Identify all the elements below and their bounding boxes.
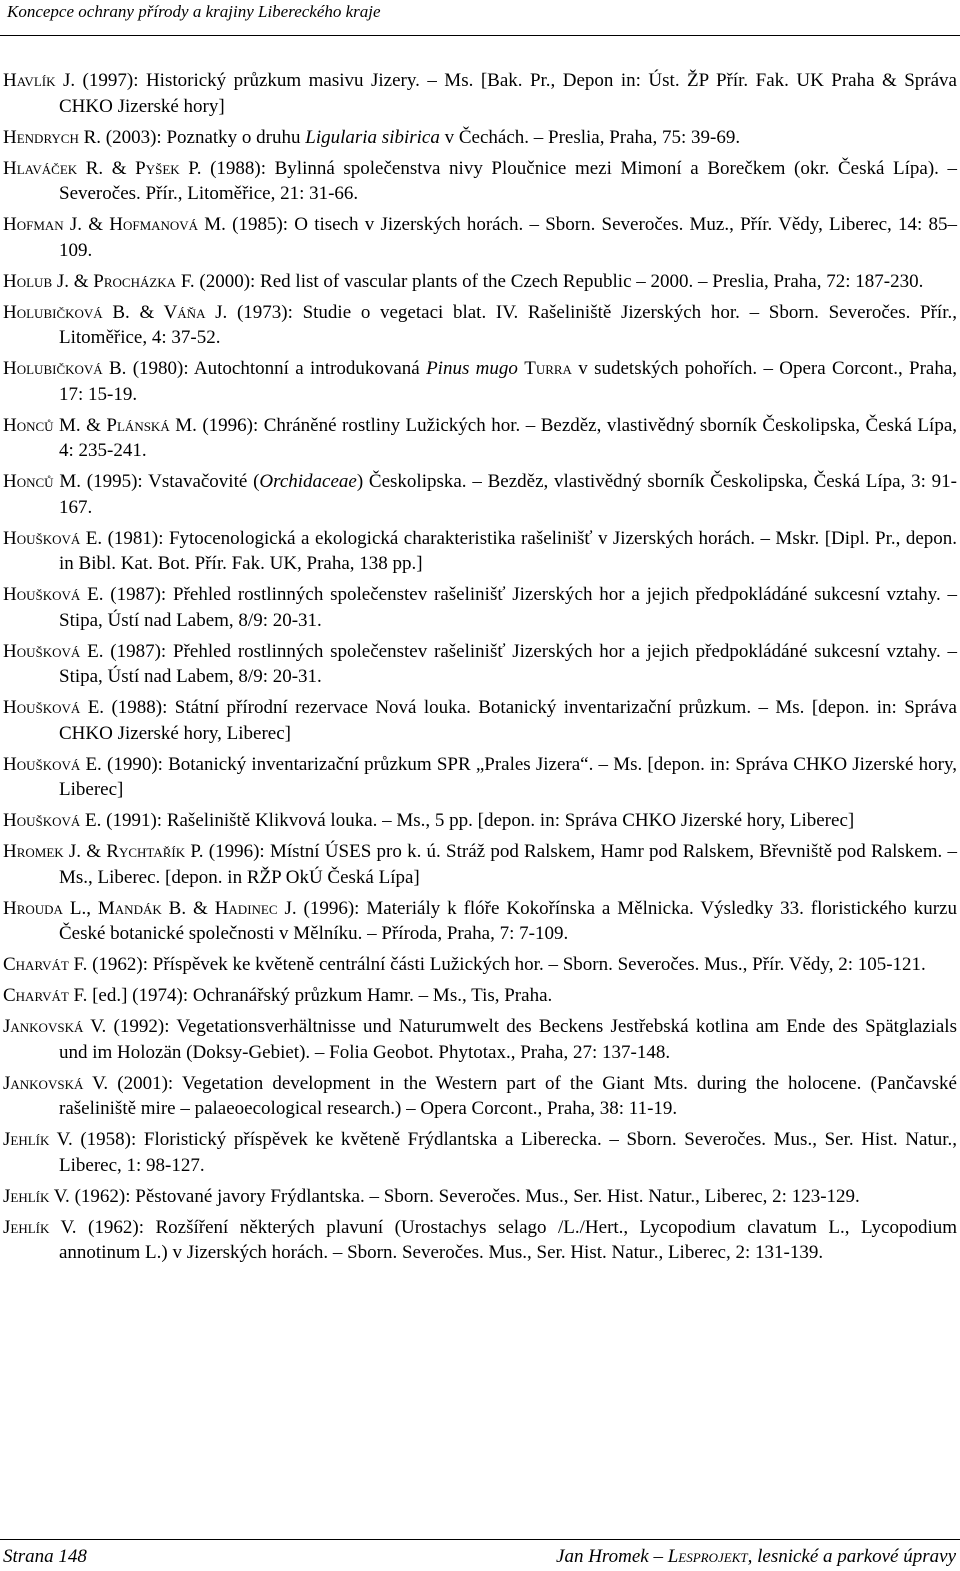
reference-entry [3,300,957,351]
reference-list [3,68,957,1271]
reference-authors: Charvát F. [3,985,88,1006]
reference-entry [3,952,957,978]
reference-authors: Holubičková B. & Váňa J. [3,301,228,323]
reference-text: (1958): Floristický příspěvek ke květeně Frýdlantska a Liberecka. – Sborn. Severočes. Mus., Ser. Hist. Natur., Liberec, 1: 98-127. [59,1129,958,1176]
reference-authors: Jehlík V. [3,1185,70,1207]
reference-entry [3,1014,957,1065]
reference-authors: Houšková E. [3,640,104,662]
reference-entry [3,1127,957,1178]
reference-entry [3,68,957,119]
reference-authors: Jehlík V. [3,1216,77,1238]
reference-text: (1962): Rozšíření některých plavuní (Urostachys selago /L./Hert., Lycopodium clavatum L., Lycopodium annotinum L.) v Jizerských horách. – Sborn. Severočes. Mus., Ser. Hist. Natur., Liberec, 2: 131-139. [59,1216,957,1263]
reference-authors: Jankovská V. [3,1016,107,1037]
footer-company: Lesprojekt [667,1546,748,1567]
reference-text: (1980): Autochtonní a introdukovaná [126,358,427,379]
species-name: Ligularia sibirica [305,126,440,148]
reference-text: (1997): Historický průzkum masivu Jizery. – Ms. [Bak. Pr., Depon in: Úst. ŽP Přír. Fak. UK Praha & Správa CHKO Jizerské hory] [59,70,957,117]
header-divider [0,35,960,36]
reference-text: (1962): Pěstované javory Frýdlantska. – Sborn. Severočes. Mus., Ser. Hist. Natur., Liberec, 2: 123-129. [69,1185,860,1207]
reference-entry [3,413,957,464]
reference-text: (1987): Přehled rostlinných společenstev rašelinišť Jizerských hor a jejich předpokládáné sukcesní vztahy. – Stipa, Ústí nad Labem, 8/9: 20-31. [59,640,957,687]
reference-authors: Hrouda L., Mandák B. & Hadinec J. [3,897,297,919]
page-number: Strana 148 [3,1546,87,1567]
footer-divider [0,1539,960,1540]
reference-entry [3,1215,957,1266]
reference-authors: Hromek J. & Rychtařík P. [3,841,204,862]
reference-text: (1996): Místní ÚSES pro k. ú. Stráž pod Ralskem, Hamr pod Ralskem, Břevniště pod Ralskem. – Ms., Liberec. [depon. in RŽP OkÚ Česká Lípa] [59,841,957,888]
reference-text: (1985): O tisech v Jizerských horách. – Sborn. Severočes. Muz., Přír. Vědy, Liberec, 14: 85–109. [59,214,957,261]
reference-text: (1988): Státní přírodní rezervace Nová louka. Botanický inventarizační průzkum. – Ms. [depon. in: Správa CHKO Jizerské hory, Liberec] [59,697,957,744]
reference-entry [3,896,957,947]
reference-authors: Houšková E. [3,584,104,605]
reference-entry [3,582,957,633]
reference-entry [3,695,957,746]
reference-entry [3,269,957,295]
species-name: Pinus mugo [426,358,518,379]
reference-entry [3,983,957,1009]
species-author: Turra [524,358,572,379]
reference-text: (2001): Vegetation development in the Western part of the Giant Mts. during the holocene. (Pančavské rašeliniště mire – palaeoecological research.) – Opera Corcont., Praha, 38: 11-19. [59,1072,957,1119]
reference-authors: Hlaváček R. & Pyšek P. [3,157,202,179]
footer-credit [556,1546,956,1568]
reference-entry [3,839,957,890]
reference-text: ) Českolipska. – Bezděz, vlastivědný sborník Českolipska, Česká Lípa, 3: 91-167. [59,471,957,518]
reference-entry [3,156,957,207]
reference-authors: Houšková E. [3,753,102,775]
reference-authors: Charvát F. [3,954,88,975]
reference-authors: Houšková E. [3,810,102,831]
reference-text: [ed.] (1974): Ochranářský průzkum Hamr. – Ms., Tis, Praha. [87,985,553,1006]
reference-entry [3,808,957,834]
species-name: Orchidaceae [259,471,357,492]
reference-text: (1988): Bylinná společenstva nivy Ploučnice mezi Mimoní a Borečkem (okr. Česká Lípa). – Severočes. Přír., Litoměřice, 21: 31-66. [59,157,958,204]
reference-text: (1990): Botanický inventarizační průzkum SPR „Prales Jizera“. – Ms. [depon. in: Správa CHKO Jizerské hory, Liberec] [59,753,957,800]
reference-text: (1981): Fytocenologická a ekologická charakteristika rašelinišť v Jizerských horách. – Mskr. [Dipl. Pr., depon. in Bibl. Kat. Bot. Přír. Fak. UK, Praha, 138 pp.] [59,527,958,574]
reference-entry [3,1071,957,1122]
reference-text: (1996): Materiály k flóře Kokořínska a Mělnicka. Výsledky 33. floristického kurzu České botanické společnosti v Mělníku. – Příroda, Praha, 7: 7-109. [59,897,957,944]
reference-authors: Jankovská V. [3,1072,109,1094]
reference-authors: Holub J. & Procházka F. [3,270,195,292]
footer-author: Jan Hromek – [556,1546,668,1567]
footer-company-suffix: , lesnické a parkové úpravy [747,1546,956,1567]
reference-text: (1996): Chráněné rostliny Lužických hor. – Bezděz, vlastivědný sborník Českolipska, Česká Lípa, 4: 235-241. [59,414,957,461]
reference-authors: Holubičková B. [3,358,127,379]
reference-authors: Hendrych R. [3,126,102,148]
reference-text: (2000): Red list of vascular plants of the Czech Republic – 2000. – Preslia, Praha, 72: 187-230. [194,270,924,292]
reference-authors: Honců M. [3,471,81,492]
reference-text: (1962): Příspěvek ke květeně centrální části Lužických hor. – Sborn. Severočes. Mus., Přír. Vědy, 2: 105-121. [87,954,926,975]
reference-entry [3,469,957,520]
reference-authors: Hofman J. & Hofmanová M. [3,214,226,235]
reference-entry [3,1184,957,1210]
reference-authors: Honců M. & Plánská M. [3,414,197,436]
reference-entry [3,526,957,577]
reference-text: (1991): Rašeliniště Klikvová louka. – Ms., 5 pp. [depon. in: Správa CHKO Jizerské hory, Liberec] [101,810,855,831]
reference-authors: Houšková E. [3,527,103,549]
reference-text: (1987): Přehled rostlinných společenstev rašelinišť Jizerských hor a jejich předpokládáné sukcesní vztahy. – Stipa, Ústí nad Labem, 8/9: 20-31. [59,584,957,631]
reference-entry [3,639,957,690]
reference-entry [3,356,957,407]
reference-entry [3,125,957,151]
reference-text: (1973): Studie o vegetaci blat. IV. Rašeliniště Jizerských hor. – Sborn. Severočes. Přír., Litoměřice, 4: 37-52. [59,301,957,348]
reference-text: v Čechách. – Preslia, Praha, 75: 39-69. [439,126,741,148]
reference-text: (2003): Poznatky o druhu [101,126,306,148]
reference-entry [3,212,957,263]
reference-text: (1995): Vstavačovité ( [80,471,260,492]
reference-authors: Jehlík V. [3,1129,73,1150]
reference-authors: Houšková E. [3,697,105,718]
reference-authors: Havlík J. [3,70,76,91]
running-header: Koncepce ochrany přírody a krajiny Libereckého kraje [7,2,381,21]
reference-text: (1992): Vegetationsverhältnisse und Naturumwelt des Beckens Jestřebská kotlina am Ende des Spätglazials und im Holozän (Doksy-Gebiet). – Folia Geobot. Phytotax., Praha, 27: 137-148. [59,1016,957,1063]
reference-entry [3,752,957,803]
reference-text: v sudetských pohořích. – Opera Corcont., Praha, 17: 15-19. [59,358,958,405]
